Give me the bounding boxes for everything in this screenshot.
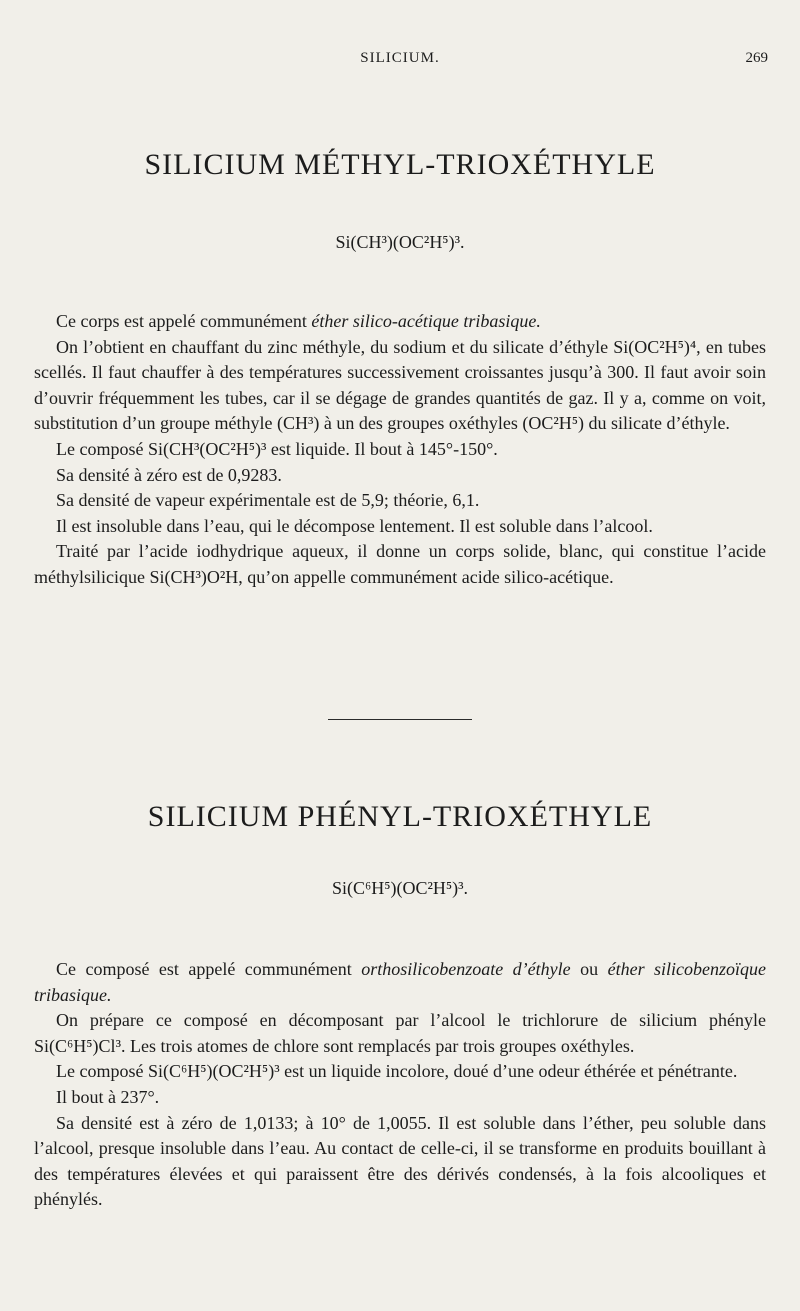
- page-number: 269: [745, 50, 768, 66]
- italic-term: orthosilicobenzoate d’éthyle: [361, 959, 571, 979]
- paragraph: Sa densité est à zéro de 1,0133; à 10° de 1,0055. Il est soluble dans l’éther, peu soluble dans l’alcool, presque insoluble dans l’eau. Au contact de celle-ci, il se transforme en produits bouillant à des températures élevées et qui paraissent être des dérivés condensés, à la fois alcooliques et phénylés.: [34, 1112, 766, 1210]
- paragraph: Il est insoluble dans l’eau, qui le décompose lentement. Il est soluble dans l’alcool.: [56, 515, 653, 536]
- paragraph: Il bout à 237°.: [56, 1086, 160, 1107]
- italic-term: éther silico-acétique tribasique.: [311, 311, 541, 331]
- section-body-phenyl: [34, 957, 766, 1213]
- formula-methyl: Si(CH³)(OC²H⁵)³.: [335, 232, 465, 252]
- paragraph: On l’obtient en chauffant du zinc méthyle, du sodium et du silicate d’éthyle Si(OC²H⁵)⁴, en tubes scellés. Il faut chauffer à des températures successivement croissantes jusqu’à 300. Il faut avoir soin d’ouvrir fréquemment les tubes, car il se dégage de grandes quantités de gaz. Il y a, comme on voit, substitution d’un groupe méthyle (CH³) à un des groupes oxéthyles (OC²H⁵) du silicate d’éthyle.: [34, 336, 766, 434]
- paragraph-text: Ce corps est appelé communément: [56, 311, 312, 331]
- running-title: SILICIUM.: [360, 50, 440, 66]
- paragraph-text: Ce composé est appelé communément: [56, 959, 362, 979]
- section-title-methyl: SILICIUM MÉTHYL-TRIOXÉTHYLE: [144, 148, 656, 181]
- paragraph: On prépare ce composé en décomposant par l’alcool le trichlorure de silicium phényle Si(C⁶H⁵)Cl³. Les trois atomes de chlore sont remplacés par trois groupes oxéthyles.: [34, 1010, 766, 1056]
- paragraph: Sa densité à zéro est de 0,9283.: [56, 464, 282, 485]
- paragraph: Le composé Si(CH³(OC²H⁵)³ est liquide. Il bout à 145°-150°.: [56, 438, 498, 459]
- paragraph-text: ou: [570, 959, 608, 979]
- formula-phenyl: Si(C⁶H⁵)(OC²H⁵)³.: [331, 878, 469, 898]
- paragraph: [34, 309, 766, 335]
- paragraph: [34, 957, 766, 1008]
- paragraph: Traité par l’acide iodhydrique aqueux, il donne un corps solide, blanc, qui constitue l’acide méthylsilicique Si(CH³)O²H, qu’on appelle communément acide silico-acétique.: [34, 541, 766, 587]
- section-divider: [328, 719, 472, 720]
- section-body-methyl: [34, 309, 766, 591]
- paragraph: Le composé Si(C⁶H⁵)(OC²H⁵)³ est un liquide incolore, doué d’une odeur éthérée et pénétrante.: [56, 1061, 738, 1082]
- section-title-phenyl: SILICIUM PHÉNYL-TRIOXÉTHYLE: [147, 800, 653, 833]
- paragraph: Sa densité de vapeur expérimentale est de 5,9; théorie, 6,1.: [56, 490, 480, 511]
- italic-term: éther silicobenzoïque tribasique.: [34, 959, 767, 1005]
